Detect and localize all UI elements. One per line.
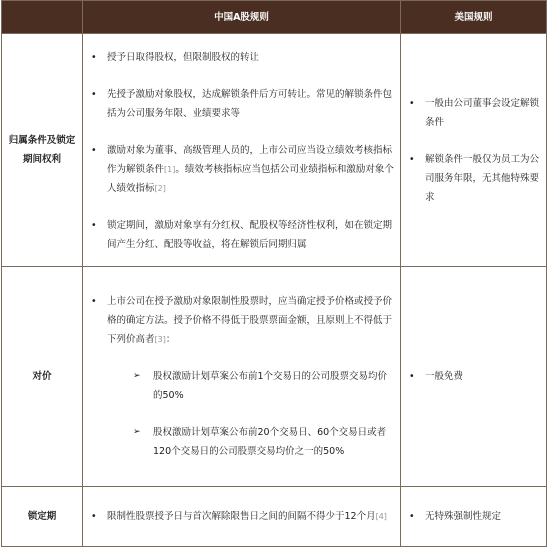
bullet-icon: •: [91, 511, 97, 522]
header-us-rules: 美国规则: [401, 1, 547, 34]
list-item: • 先授予激励对象股权，达成解锁条件后方可转让。常见的解锁条件包括为公司服务年限、业绩要求等: [89, 85, 394, 123]
bullet-icon: •: [409, 511, 415, 522]
cn-cell-consideration: [83, 267, 401, 487]
arrow-bullet-icon: ➢: [133, 427, 141, 437]
bullet-icon: •: [409, 153, 415, 165]
footnote-ref[interactable]: [2]: [154, 184, 166, 193]
us-list-lockup: [407, 507, 540, 526]
list-item: • 锁定期间，激励对象享有分红权、配股权等经济性权利，如在锁定期间产生分红、配股等收益，将在解锁后同期归属: [89, 216, 394, 254]
bullet-icon: •: [91, 220, 97, 231]
us-list-consideration: [407, 367, 540, 386]
bullet-icon: •: [409, 371, 415, 382]
list-item: • 激励对象为董事、高级管理人员的，上市公司应当设立绩效考核指标作为解锁条件[1]。绩效考核指标应当包括公司业绩指标和激励对象个人绩效指标[2]: [89, 141, 394, 198]
bullet-icon: •: [409, 97, 415, 109]
footnote-ref[interactable]: [3]: [154, 335, 166, 344]
bullet-icon: •: [91, 145, 97, 156]
cn-list-vesting: [89, 48, 394, 254]
bullet-icon: •: [91, 296, 97, 307]
header-empty-cell: [2, 1, 83, 34]
bullet-icon: •: [91, 89, 97, 100]
list-item: • 一般免费: [407, 367, 540, 386]
table-row-vesting: [2, 34, 547, 267]
header-row: [2, 1, 547, 34]
row-label-lockup: 锁定期: [2, 487, 83, 547]
header-china-a-share-rules: 中国A股规则: [83, 1, 401, 34]
cn-list-consideration: [89, 292, 394, 461]
list-item: • 一般由公司董事会设定解锁条件: [407, 94, 540, 132]
table-row-lockup: [2, 487, 547, 547]
row-label-vesting: 归属条件及锁定期间权利: [2, 34, 83, 267]
row-label-consideration: 对价: [2, 267, 83, 487]
arrow-bullet-icon: ➢: [133, 371, 141, 381]
footnote-ref[interactable]: [1]: [164, 165, 176, 174]
rules-comparison-table: [1, 0, 547, 547]
cn-list-lockup: [89, 507, 394, 526]
list-item: • 无特殊强制性规定: [407, 507, 540, 526]
bullet-icon: •: [91, 52, 97, 63]
list-item: • 限制性股票授予日与首次解除限售日之间的间隔不得少于12个月[4]: [89, 507, 394, 526]
us-cell-lockup: [401, 487, 547, 547]
cn-cell-vesting: [83, 34, 401, 267]
list-item: • 解锁条件一般仅为员工为公司服务年限，无其他特殊要求: [407, 150, 540, 207]
us-cell-consideration: [401, 267, 547, 487]
us-list-vesting: [407, 94, 540, 207]
us-cell-vesting: [401, 34, 547, 267]
list-item: ➢ 股权激励计划草案公布前20个交易日、60个交易日或者120个交易日的公司股票交易均价之一的50%: [89, 423, 394, 461]
list-item: • 授予日取得股权，但限制股权的转让: [89, 48, 394, 67]
list-item: • 上市公司在授予激励对象限制性股票时，应当确定授予价格或授予价格的确定方法。授予价格不得低于股票票面金额，且原则上不得低于下列价高者[3]：: [89, 292, 394, 349]
table-row-consideration: [2, 267, 547, 487]
cn-cell-lockup: [83, 487, 401, 547]
footnote-ref[interactable]: [4]: [375, 512, 387, 521]
list-item: ➢ 股权激励计划草案公布前1个交易日的公司股票交易均价的50%: [89, 367, 394, 405]
